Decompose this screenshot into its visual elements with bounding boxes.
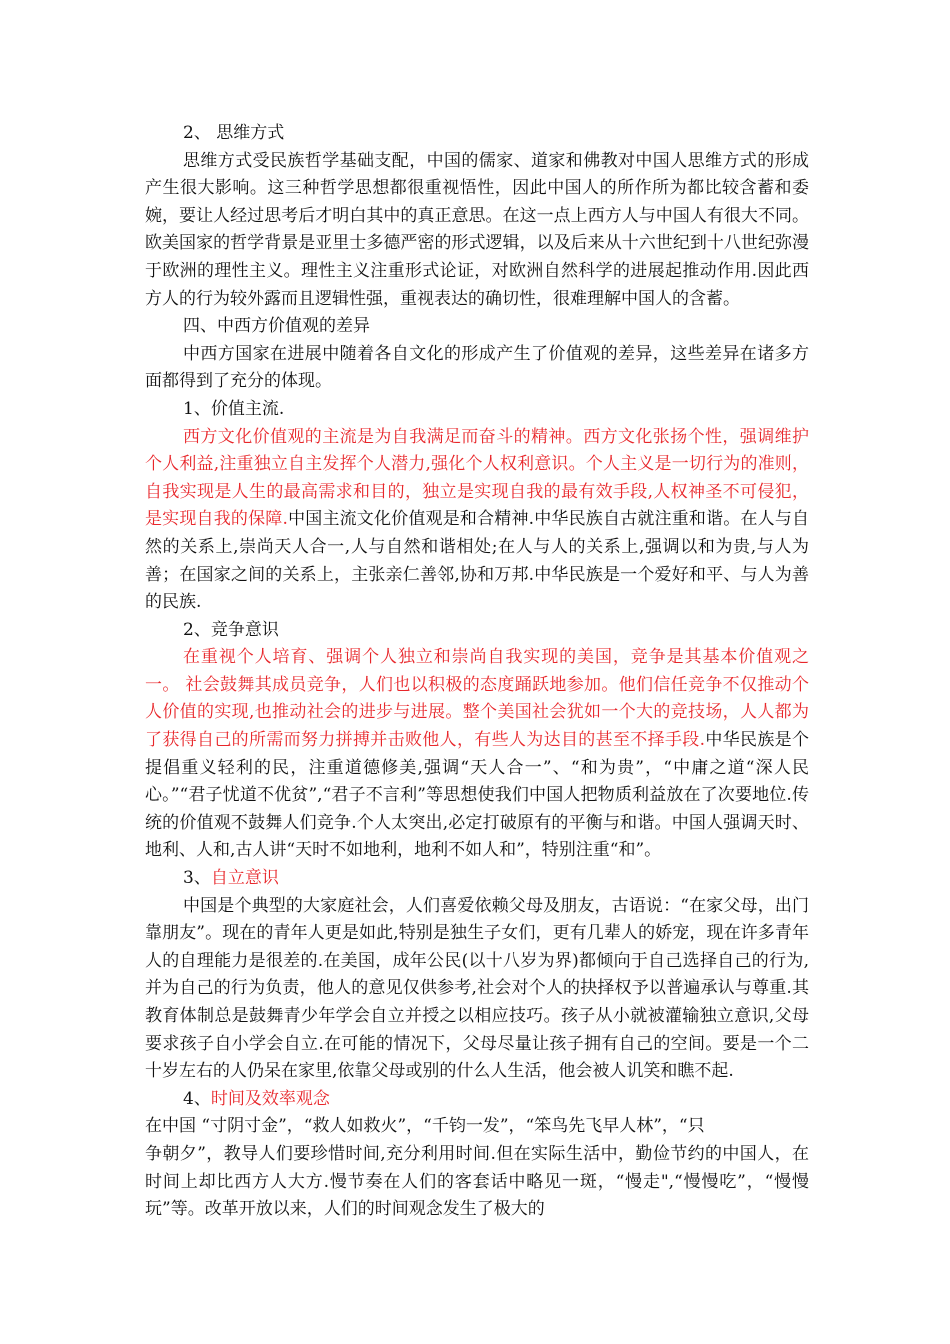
paragraph-section-four-intro: 中西方国家在进展中随着各自文化的形成产生了价值观的差异，这些差异在诸多方面都得到了充分的体现。 <box>145 343 809 392</box>
heading-number: 4、 <box>183 1088 211 1109</box>
paragraph-thinking-style: 思维方式受民族哲学基础支配，中国的儒家、道家和佛教对中国人思维方式的形成产生很大影响。这三种哲学思想都很重视悟性，因此中国人的所作所为都比较含蓄和委婉，要让人经过思考后才明白其中的真正意思。在这一点上西方人与中国人有很大不同。欧美国家的哲学背景是亚里士多德严密的形式逻辑，以及后来从十六世纪到十八世纪弥漫于欧洲的理性主义。理性主义注重形式论证，对欧洲自然科学的进展起推动作用.因此西方人的行为较外露而且逻辑性强，重视表达的确切性，很难理解中国人的含蓄。 <box>145 150 809 309</box>
heading-thinking-style <box>145 120 809 148</box>
heading-text: 时间及效率观念 <box>210 1088 330 1109</box>
body-text-chinese: 中国主流文化价值观是和合精神.中华民族自古就注重和谐。在人与自然的关系上,崇尚天人合一,人与自然和谐相处;在人与人的关系上,强调以和为贵,与人为善；在国家之间的关系上，主张亲仁善邻,协和万邦.中华民族是一个爱好和平、与人为善的民族. <box>145 509 810 613</box>
paragraph-time-line-2: 争朝夕”，教导人们要珍惜时间,充分利用时间.但在实际生活中，勤俭节约的中国人，在时间上却比西方人大方.慢节奏在人们的客套话中略见一斑，“慢走",“慢慢吃”，“慢慢玩”等。改革开放以来，人们的时间观念发生了极大的 <box>145 1143 809 1220</box>
heading-section-four: 四、中西方价值观的差异 <box>183 316 370 337</box>
document-body <box>145 120 809 1224</box>
heading-time-efficiency <box>145 1086 809 1114</box>
highlight-text-western: 西方文化价值观的主流是为自我满足而奋斗的精神。西方文化张扬个性，强调维护个人利益,注重独立自主发挥个人潜力,强化个人权利意识。个人主义是一切行为的准则，自我实现是人生的最高需求和目的，独立是实现自我的最有效手段,人权神圣不可侵犯，是实现自我的保障. <box>145 426 809 530</box>
heading-text: 自立意识 <box>210 868 279 889</box>
heading-text: 思维方式 <box>210 123 285 143</box>
heading-value-mainstream: 1、价值主流. <box>183 398 285 419</box>
paragraph-value-mainstream <box>145 424 809 617</box>
heading-independence <box>145 865 809 893</box>
body-text-chinese: 中华民族是个提倡重义轻利的民，注重道德修美,强调“天人合一”、“和为贵”，“中庸之道“深人民心。”“君子忧道不优贫”,“君子不言利”等思想使我们中国人把物质利益放在了次要地位.传统的价值观不鼓舞人们竞争.个人太突出,必定打破原有的平衡与和谐。中国人强调天时、地利、人和,古人讲“天时不如地利，地利不如人和”，特别注重“和”。 <box>145 730 810 861</box>
paragraph-independence: 中国是个典型的大家庭社会，人们喜爱依赖父母及朋友，古语说：“在家父母，出门靠朋友”。现在的青年人更是如此,特别是独生子女们，更有几辈人的娇宠，现在许多青年人的自理能力是很差的.在美国，成年公民(以十八岁为界)都倾向于自己选择自己的行为,并为自己的行为负责，他人的意见仅供参考,社会对个人的抉择权予以普遍承认与尊重.其教育体制总是鼓舞青少年学会自立并授之以相应技巧。孩子从小就被灌输独立意识,父母要求孩子自小学会自立.在可能的情况下，父母尽量让孩子拥有自己的空间。要是一个二十岁左右的人仍呆在家里,依靠父母或别的什么人生活，他会被人讥笑和瞧不起. <box>145 895 809 1082</box>
heading-number: 3、 <box>183 868 211 889</box>
heading-number: 2、 <box>183 123 211 143</box>
paragraph-time-line-1: 在中国 “寸阴寸金”，“救人如救火”，“千钧一发”，“笨鸟先飞早人林”，“只 <box>145 1116 705 1137</box>
paragraph-competition <box>145 644 809 865</box>
highlight-text-america: 在重视个人培育、强调个人独立和崇尚自我实现的美国，竞争是其基本价值观之一。 社会鼓舞其成员竞争，人们也以积极的态度踊跃地参加。他们信任竞争不仅推动个人价值的实现,也推动社会的进步与进展。整个美国社会犹如一个大的竞技场，人人都为了获得自己的所需而努力拼搏并击败他人，有些人为达目的甚至不择手段. <box>145 647 809 751</box>
heading-competition: 2、竞争意识 <box>183 619 279 640</box>
